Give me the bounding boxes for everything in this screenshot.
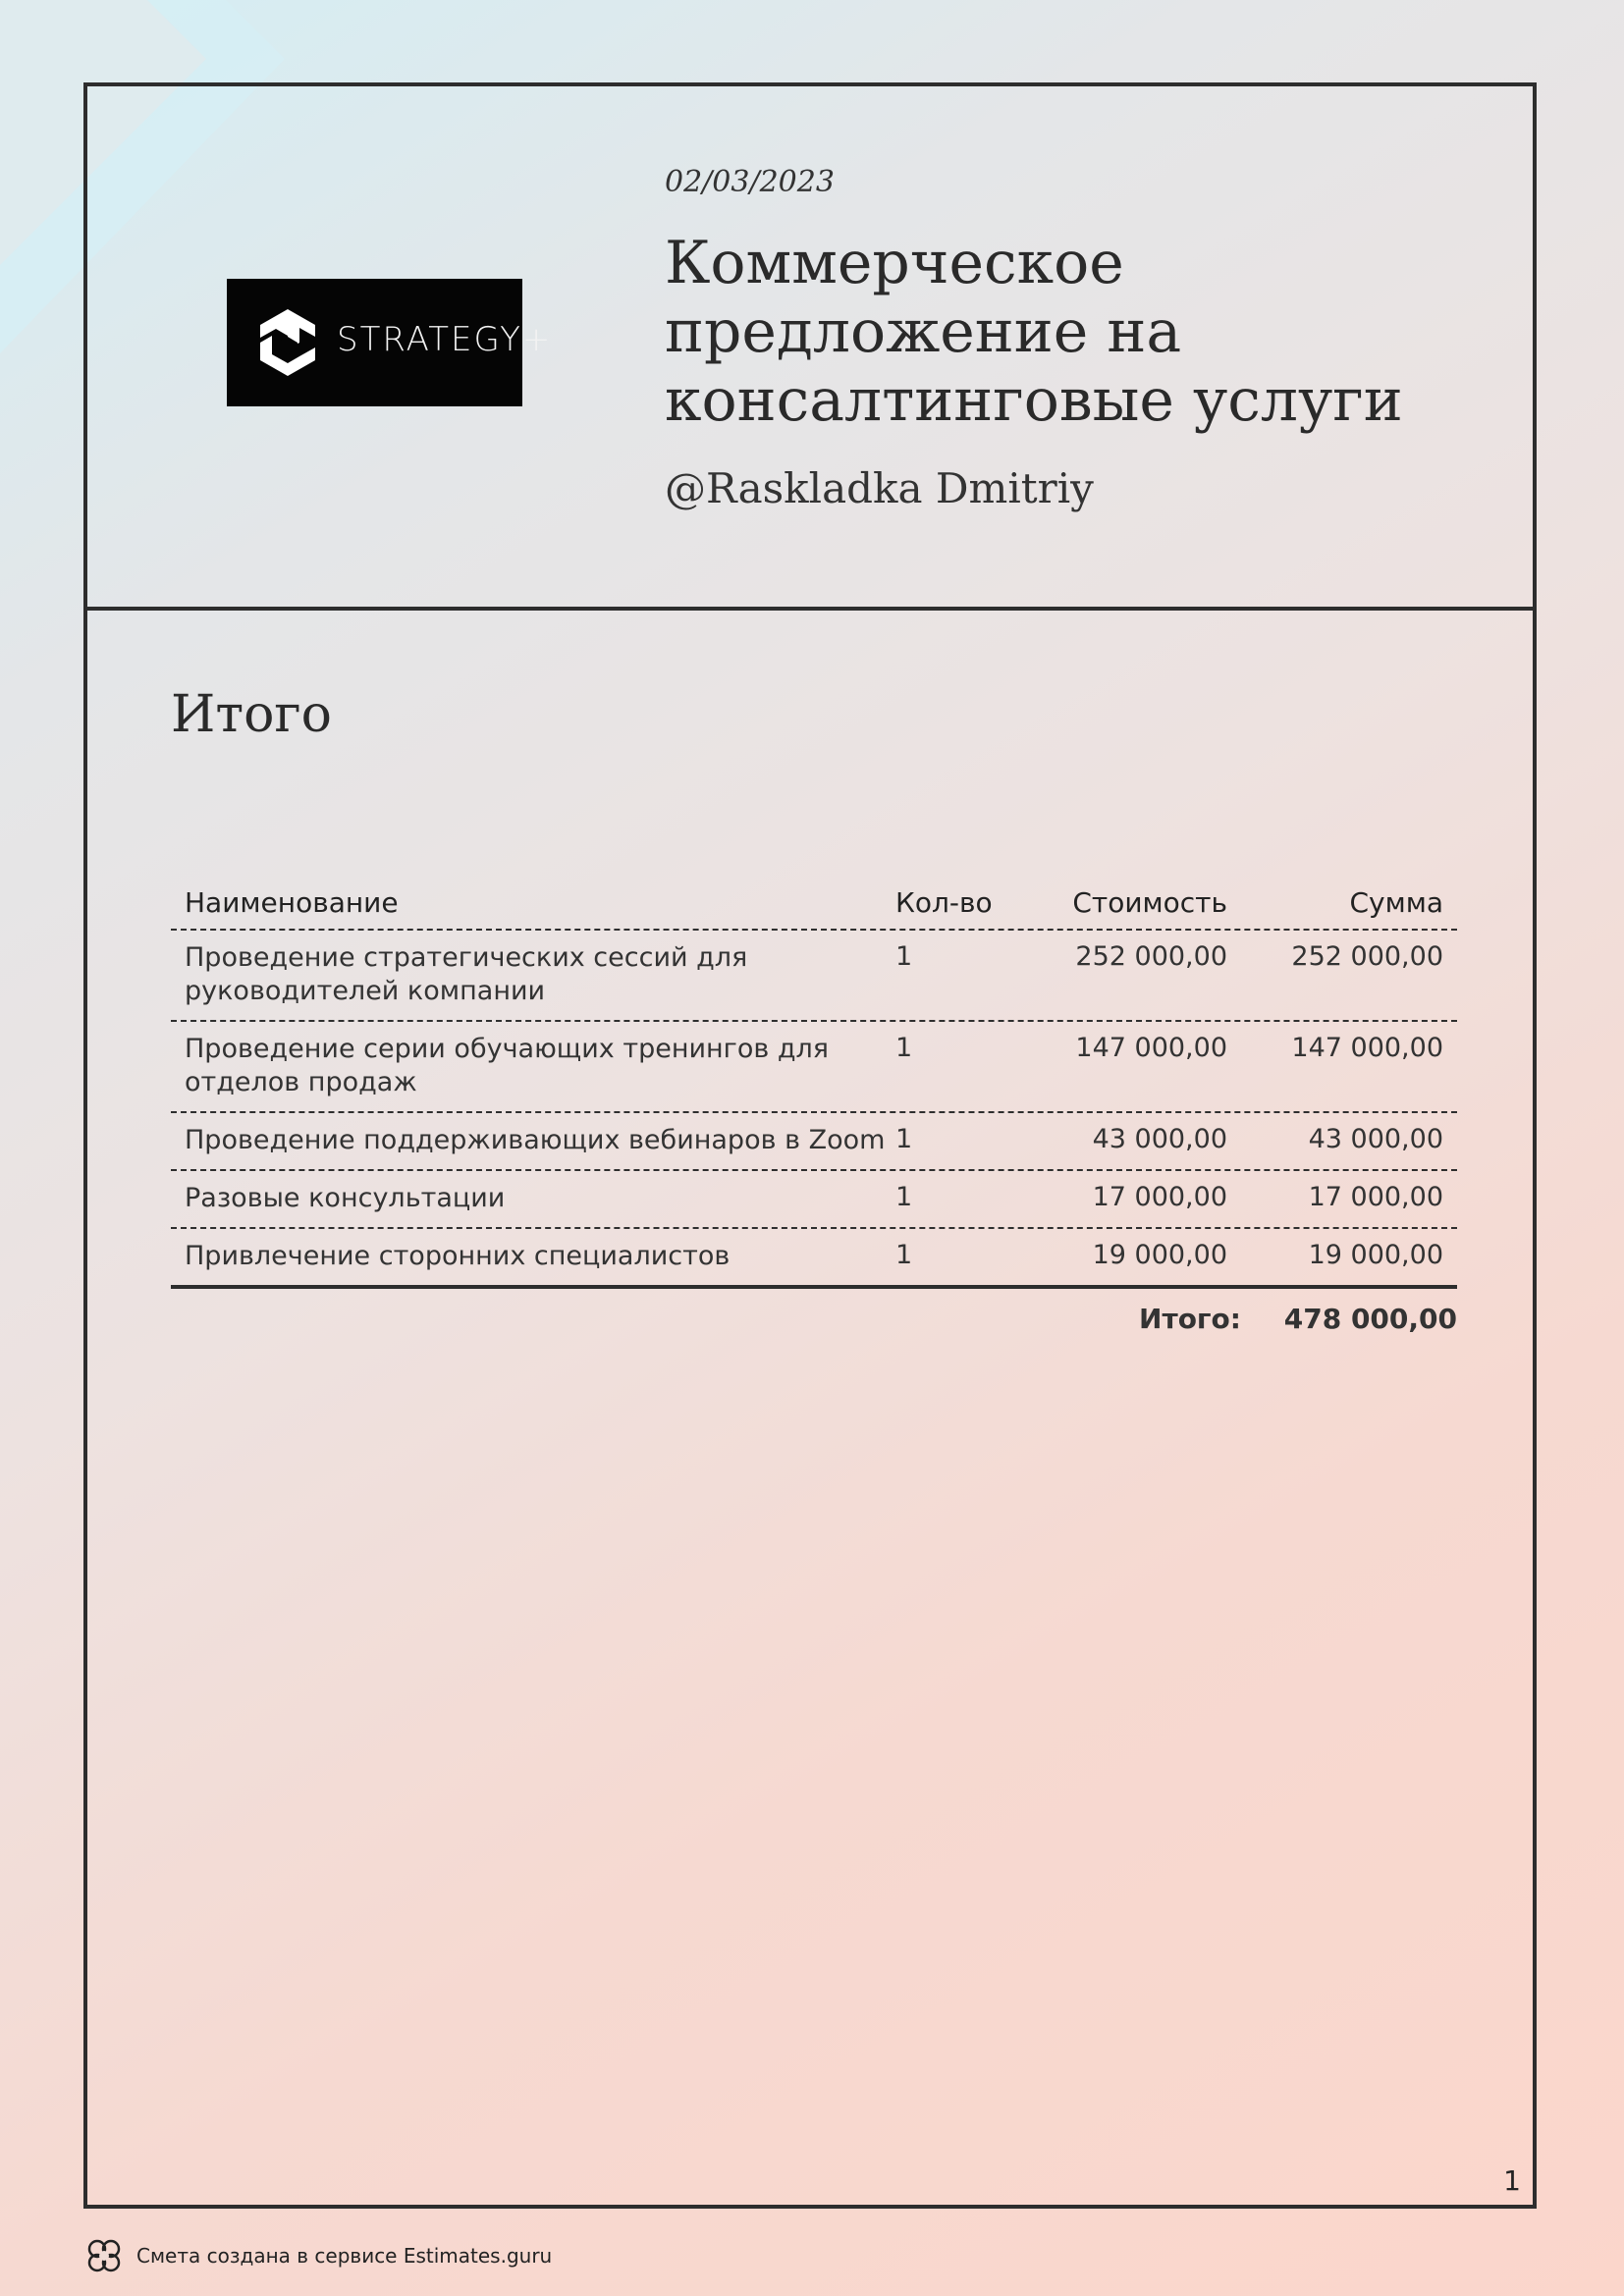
document-date: 02/03/2023 [665, 165, 835, 199]
table-row [171, 1022, 1457, 1113]
row-price: 147 000,00 [1075, 1033, 1227, 1063]
row-qty: 1 [895, 1182, 913, 1212]
document-title: Коммерческое предложение на консалтинговые услуги [665, 229, 1403, 435]
row-sum: 17 000,00 [1308, 1182, 1443, 1212]
row-sum: 43 000,00 [1308, 1124, 1443, 1154]
author-name: @Raskladka Dmitriy [665, 464, 1094, 512]
section-title: Итого [171, 685, 332, 744]
total-value: 478 000,00 [1283, 1303, 1457, 1335]
total-row [171, 1289, 1457, 1335]
logo-text: STRATEGY+ [337, 320, 553, 359]
table-row [171, 1171, 1457, 1229]
document-frame [83, 82, 1537, 2209]
header-section [87, 86, 1533, 611]
column-header-price: Стоимость [1072, 886, 1227, 919]
row-sum: 252 000,00 [1291, 941, 1443, 972]
row-qty: 1 [895, 1033, 913, 1063]
footer [83, 2235, 552, 2276]
company-logo [227, 279, 553, 406]
row-qty: 1 [895, 1240, 913, 1270]
row-sum: 147 000,00 [1291, 1033, 1443, 1063]
row-name: Разовые консультации [185, 1183, 506, 1213]
column-header-qty: Кол-во [895, 886, 993, 919]
row-price: 252 000,00 [1075, 941, 1227, 972]
row-sum: 19 000,00 [1308, 1240, 1443, 1270]
column-header-sum: Сумма [1349, 886, 1443, 919]
clover-icon [83, 2235, 125, 2276]
table-row [171, 931, 1457, 1022]
row-qty: 1 [895, 1124, 913, 1154]
logo-mark-icon [248, 303, 327, 382]
row-name: Проведение поддерживающих вебинаров в Zoom [185, 1125, 886, 1155]
row-price: 17 000,00 [1092, 1182, 1227, 1212]
page-number: 1 [1503, 2164, 1521, 2197]
row-name: Проведение серии обучающих тренингов для отделов продаж [185, 1034, 830, 1097]
row-name: Проведение стратегических сессий для руководителей компании [185, 942, 748, 1006]
estimate-table [171, 878, 1457, 1335]
row-qty: 1 [895, 941, 913, 972]
footer-text: Смета создана в сервисе Estimates.guru [136, 2244, 553, 2268]
table-row [171, 1113, 1457, 1171]
row-name: Привлечение сторонних специалистов [185, 1241, 731, 1271]
row-price: 19 000,00 [1092, 1240, 1227, 1270]
table-header-row [171, 878, 1457, 931]
table-row [171, 1229, 1457, 1289]
row-price: 43 000,00 [1092, 1124, 1227, 1154]
column-header-name: Наименование [185, 886, 399, 919]
total-label: Итого: [1139, 1303, 1241, 1335]
